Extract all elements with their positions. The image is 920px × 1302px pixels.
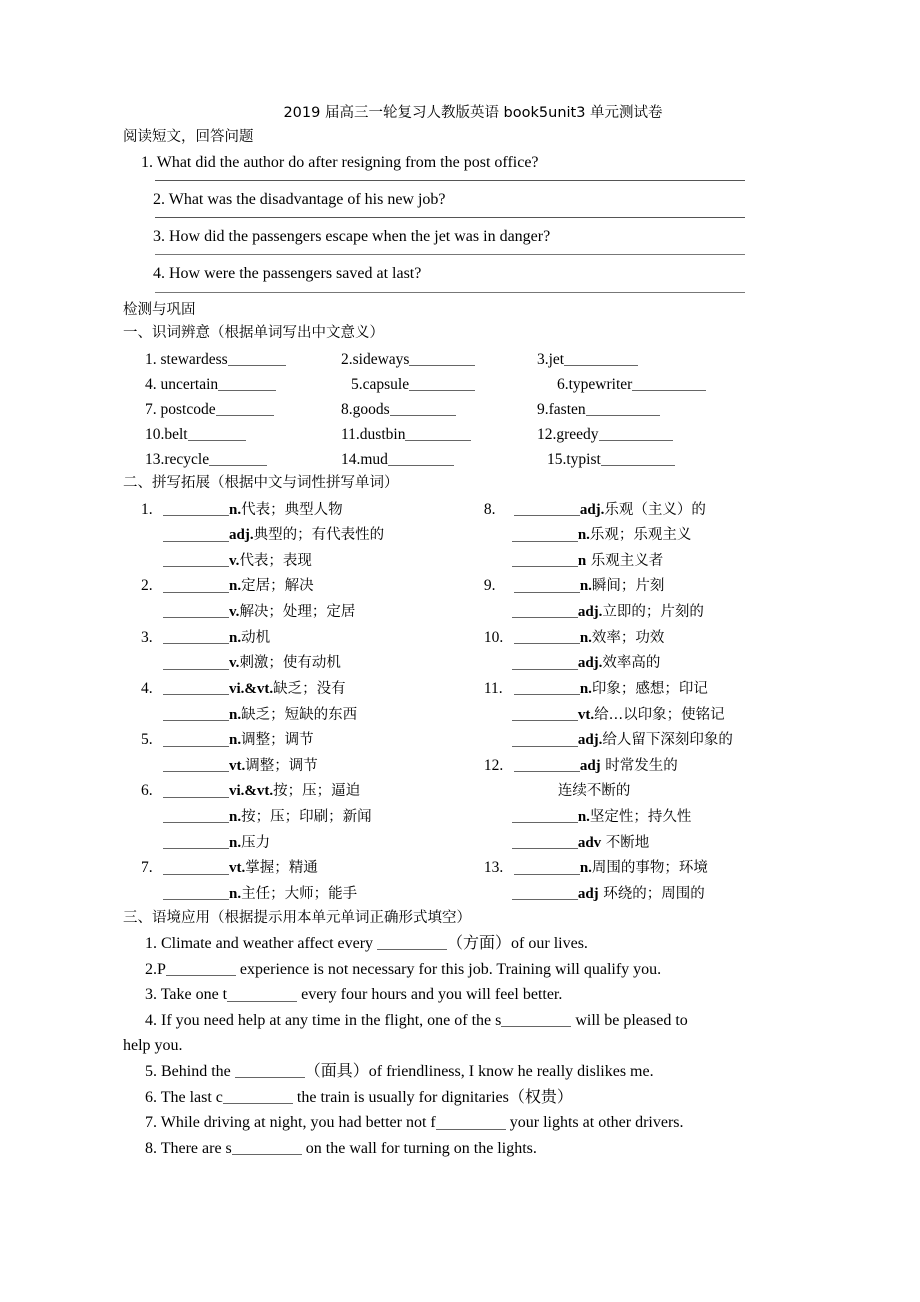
answer-blank[interactable] — [601, 451, 675, 467]
spelling-line — [484, 497, 803, 523]
part-of-speech: adv — [577, 834, 602, 851]
reading-question-1: 1. What did the author do after resigning from the post office? — [141, 153, 539, 171]
part-of-speech: vi.&vt. — [229, 783, 274, 800]
spelling-line — [484, 881, 803, 907]
chinese-meaning: 立即的；片刻的 — [602, 604, 704, 621]
answer-blank[interactable] — [163, 859, 229, 875]
part-of-speech: n. — [577, 809, 590, 826]
answer-blank[interactable] — [514, 756, 580, 772]
chinese-meaning: 瞬间；片刻 — [591, 578, 665, 595]
part-of-speech: n. — [229, 809, 242, 826]
spelling-line — [141, 804, 470, 830]
spelling-line — [484, 753, 803, 779]
part-of-speech: n. — [229, 501, 242, 518]
chinese-meaning: 效率；功效 — [591, 629, 665, 646]
spelling-line — [141, 855, 470, 881]
vocabulary-word: 14.mud — [341, 450, 388, 468]
answer-blank[interactable] — [564, 350, 638, 366]
spelling-line — [484, 522, 803, 548]
section-three-heading: 三、语境应用（根据提示用本单元单词正确形式填空） — [123, 909, 471, 926]
answer-blank[interactable] — [514, 859, 580, 875]
answer-blank[interactable] — [163, 705, 229, 721]
spelling-line — [141, 778, 470, 804]
answer-blank[interactable] — [599, 425, 673, 441]
vocabulary-item — [537, 347, 733, 372]
answer-blank[interactable] — [163, 628, 229, 644]
answer-blank[interactable] — [163, 808, 229, 824]
answer-blank[interactable] — [512, 885, 578, 901]
part-of-speech: n. — [229, 732, 242, 749]
part-of-speech: vt. — [577, 706, 595, 723]
spelling-line — [484, 625, 803, 651]
chinese-meaning: 主任；大师；能手 — [241, 885, 358, 902]
answer-blank[interactable] — [163, 885, 229, 901]
spelling-line — [141, 497, 470, 523]
answer-blank[interactable] — [512, 526, 578, 542]
document-body — [123, 103, 803, 1161]
vocabulary-word: 15.typist — [547, 450, 601, 468]
context-sentence — [145, 1110, 803, 1136]
vocabulary-row — [145, 397, 803, 422]
chinese-meaning: 压力 — [241, 834, 271, 851]
answer-rule — [155, 254, 745, 255]
chinese-meaning: 代表；表现 — [239, 552, 312, 569]
chinese-meaning: 环绕的；周围的 — [598, 885, 705, 902]
answer-blank[interactable] — [586, 400, 660, 416]
answer-blank[interactable] — [163, 603, 229, 619]
answer-blank[interactable] — [163, 833, 229, 849]
spelling-column-left — [141, 497, 470, 907]
vocabulary-grid — [123, 347, 803, 473]
part-of-speech: n. — [229, 629, 242, 646]
vocabulary-item — [537, 422, 733, 447]
spelling-column-right — [470, 497, 803, 907]
part-of-speech: n. — [579, 578, 592, 595]
practice-heading: 检测与巩固 — [123, 301, 196, 318]
answer-blank[interactable] — [632, 375, 706, 391]
answer-blank[interactable] — [512, 808, 578, 824]
spelling-line — [141, 676, 470, 702]
sentence-suffix: every four hours and you will feel better. — [297, 986, 563, 1004]
context-sentence — [145, 931, 803, 957]
spelling-line — [141, 599, 470, 625]
answer-blank[interactable] — [163, 782, 229, 798]
part-of-speech: v. — [229, 604, 240, 621]
answer-blank[interactable] — [388, 451, 454, 467]
spelling-line — [484, 804, 803, 830]
answer-blank[interactable] — [235, 1062, 305, 1078]
sentence-suffix: on the wall for turning on the lights. — [301, 1139, 537, 1157]
vocabulary-item — [537, 447, 743, 472]
spelling-item-number: 13. — [483, 859, 504, 877]
sentence-suffix: （面具）of friendliness, I know he really dislikes me. — [304, 1063, 654, 1081]
answer-blank[interactable] — [166, 960, 236, 976]
part-of-speech: adj. — [579, 501, 605, 518]
section-one-heading: 一、识词辨意（根据单词写出中文意义） — [123, 325, 384, 342]
chinese-meaning: 缺乏；短缺的东西 — [241, 706, 358, 723]
vocabulary-item — [145, 372, 341, 397]
part-of-speech: adj. — [577, 732, 603, 749]
answer-blank[interactable] — [163, 500, 229, 516]
vocabulary-row — [145, 422, 803, 447]
chinese-meaning: 时常发生的 — [600, 757, 678, 774]
answer-blank[interactable] — [409, 350, 475, 366]
spelling-line — [141, 702, 470, 728]
chinese-meaning: 缺乏；没有 — [273, 680, 346, 697]
answer-blank[interactable] — [218, 375, 276, 391]
chinese-meaning: 按；压；印刷；新闻 — [241, 809, 372, 826]
context-sentence — [145, 982, 803, 1008]
spelling-line — [484, 650, 803, 676]
vocabulary-word: 2.sideways — [341, 350, 410, 368]
vocabulary-row — [145, 447, 803, 472]
part-of-speech: v. — [229, 552, 240, 569]
spelling-item-number: 11. — [483, 679, 503, 697]
answer-blank[interactable] — [188, 425, 246, 441]
vocabulary-word: 8.goods — [341, 400, 390, 418]
answer-blank[interactable] — [232, 1139, 302, 1155]
answer-blank[interactable] — [512, 603, 578, 619]
vocabulary-word: 3.jet — [537, 350, 565, 368]
part-of-speech: n — [577, 552, 587, 569]
context-sentence — [145, 1008, 803, 1034]
spelling-item-number: 9. — [483, 577, 496, 595]
answer-blank[interactable] — [514, 628, 580, 644]
vocabulary-word: 12.greedy — [537, 425, 599, 443]
sentence-prefix: 6. The last c — [145, 1088, 223, 1106]
spelling-line — [484, 548, 803, 574]
answer-blank[interactable] — [228, 350, 286, 366]
answer-blank[interactable] — [405, 425, 471, 441]
chinese-meaning: 给…以印象；使铭记 — [594, 706, 725, 723]
chinese-meaning: 调整；调节 — [245, 757, 318, 774]
sentence-suffix: （方面）of our lives. — [447, 935, 588, 953]
chinese-meaning: 定居；解决 — [241, 578, 314, 595]
spelling-line — [484, 702, 803, 728]
spelling-line — [141, 753, 470, 779]
spelling-item-number: 1. — [141, 500, 153, 518]
context-sentence — [145, 1059, 803, 1085]
vocabulary-word: 7. postcode — [145, 400, 216, 418]
vocabulary-row — [145, 372, 803, 397]
part-of-speech: adj. — [229, 527, 254, 544]
part-of-speech: n. — [229, 706, 242, 723]
chinese-meaning: 刺激；使有动机 — [239, 655, 341, 672]
vocabulary-word: 9.fasten — [537, 400, 586, 418]
part-of-speech: n. — [579, 629, 592, 646]
answer-blank[interactable] — [512, 833, 578, 849]
answer-blank[interactable] — [501, 1011, 571, 1027]
answer-blank[interactable] — [163, 756, 229, 772]
spelling-line — [141, 625, 470, 651]
chinese-meaning: 解决；处理；定居 — [239, 604, 356, 621]
context-section — [123, 931, 803, 1161]
section-two-heading: 二、拼写拓展（根据中文与词性拼写单词） — [123, 475, 399, 492]
sentence-suffix: experience is not necessary for this job. Training will qualify you. — [235, 960, 662, 978]
chinese-meaning: 坚定性；持久性 — [589, 809, 692, 826]
vocabulary-word: 6.typewriter — [557, 375, 633, 393]
sentence-suffix: your lights at other drivers. — [505, 1114, 684, 1132]
chinese-meaning: 效率高的 — [602, 655, 661, 672]
answer-blank[interactable] — [436, 1113, 506, 1129]
sentence-continuation: help you. — [123, 1037, 183, 1055]
context-sentence — [145, 1085, 803, 1111]
part-of-speech: n. — [577, 527, 590, 544]
spelling-item-number: 2. — [141, 577, 153, 595]
spelling-line — [484, 599, 803, 625]
part-of-speech: n. — [579, 860, 592, 877]
spelling-line — [141, 548, 470, 574]
sentence-prefix: 4. If you need help at any time in the flight, one of the s — [145, 1011, 502, 1029]
vocabulary-item — [341, 347, 537, 372]
spelling-line — [141, 522, 470, 548]
chinese-meaning: 动机 — [241, 629, 271, 646]
answer-rule — [155, 217, 745, 218]
vocabulary-word: 5.capsule — [351, 375, 410, 393]
chinese-meaning: 乐观（主义）的 — [604, 501, 706, 518]
answer-blank[interactable] — [512, 705, 578, 721]
answer-blank[interactable] — [163, 526, 229, 542]
answer-blank[interactable] — [514, 680, 580, 696]
answer-blank[interactable] — [163, 551, 229, 567]
part-of-speech: vt. — [229, 860, 246, 877]
sentence-suffix: will be pleased to — [571, 1011, 688, 1029]
chinese-meaning: 周围的事物；环境 — [591, 860, 708, 877]
spelling-item-number: 6. — [141, 782, 153, 800]
answer-blank[interactable] — [512, 551, 578, 567]
part-of-speech: n. — [229, 885, 242, 902]
chinese-meaning: 按；压；逼迫 — [273, 783, 361, 800]
context-sentence — [145, 957, 803, 983]
reading-question-3: 3. How did the passengers escape when the jet was in danger? — [153, 228, 551, 246]
vocabulary-item — [145, 397, 341, 422]
spelling-item-number: 7. — [141, 859, 153, 877]
vocabulary-word: 4. uncertain — [145, 375, 219, 393]
spelling-item-number: 4. — [141, 679, 153, 697]
vocabulary-item — [145, 422, 341, 447]
answer-rule — [155, 292, 745, 293]
answer-blank[interactable] — [209, 451, 267, 467]
answer-blank[interactable] — [409, 375, 475, 391]
vocabulary-item — [145, 447, 341, 472]
spelling-section — [123, 497, 803, 907]
spelling-item-number: 8. — [483, 500, 496, 518]
spelling-line — [141, 573, 470, 599]
vocabulary-item — [341, 372, 547, 397]
vocabulary-word: 13.recycle — [145, 450, 210, 468]
spelling-line — [141, 650, 470, 676]
chinese-meaning: 调整；调节 — [241, 732, 314, 749]
part-of-speech: n. — [579, 680, 592, 697]
vocabulary-item — [341, 422, 537, 447]
part-of-speech: adj. — [577, 604, 603, 621]
answer-blank[interactable] — [227, 985, 297, 1001]
answer-rule — [155, 180, 745, 181]
spelling-line — [141, 830, 470, 856]
vocabulary-item — [537, 397, 733, 422]
spelling-item-number: 5. — [141, 731, 153, 749]
spelling-line — [484, 676, 803, 702]
spelling-line — [484, 830, 803, 856]
vocabulary-word: 1. stewardess — [145, 350, 228, 368]
chinese-meaning: 印象；感想；印记 — [591, 680, 708, 697]
chinese-meaning: 乐观主义者 — [586, 552, 664, 569]
answer-blank[interactable] — [163, 577, 229, 593]
answer-blank[interactable] — [377, 934, 447, 950]
answer-blank[interactable] — [514, 577, 580, 593]
spelling-line — [484, 855, 803, 881]
page-title: 2019 届高三一轮复习人教版英语 book5unit3 单元测试卷 — [283, 105, 663, 121]
sentence-prefix: 7. While driving at night, you had better not f — [145, 1114, 436, 1132]
answer-blank[interactable] — [163, 731, 229, 747]
answer-blank[interactable] — [223, 1088, 293, 1104]
spelling-item-number: 12. — [483, 756, 504, 774]
chinese-meaning: 代表；典型人物 — [241, 501, 343, 518]
context-sentence — [145, 1136, 803, 1162]
spelling-line — [484, 727, 803, 753]
part-of-speech: n. — [229, 578, 242, 595]
sentence-suffix: the train is usually for dignitaries（权贵） — [292, 1088, 573, 1106]
answer-blank[interactable] — [390, 400, 456, 416]
sentence-prefix: 1. Climate and weather affect every — [145, 935, 378, 953]
spelling-line — [141, 881, 470, 907]
spelling-line — [484, 573, 803, 599]
part-of-speech: adj — [577, 885, 599, 902]
spelling-item-number: 10. — [483, 628, 504, 646]
answer-blank[interactable] — [163, 680, 229, 696]
part-of-speech: n. — [229, 834, 242, 851]
sentence-prefix: 5. Behind the — [145, 1063, 235, 1081]
vocabulary-item — [145, 347, 341, 372]
sentence-prefix: 3. Take one t — [145, 986, 228, 1004]
part-of-speech: adj. — [577, 655, 603, 672]
spelling-item-number: 3. — [141, 628, 153, 646]
chinese-meaning: 给人留下深刻印象的 — [602, 732, 733, 749]
chinese-meaning: 掌握；精通 — [245, 860, 318, 877]
answer-blank[interactable] — [512, 731, 578, 747]
part-of-speech: vt. — [229, 757, 246, 774]
vocabulary-item — [547, 372, 753, 397]
spelling-line — [484, 778, 803, 804]
chinese-meaning: 典型的；有代表性的 — [253, 527, 385, 544]
answer-blank[interactable] — [163, 654, 229, 670]
vocabulary-item — [341, 397, 537, 422]
sentence-prefix: 2.P — [145, 960, 166, 978]
answer-blank[interactable] — [514, 500, 580, 516]
part-of-speech: adj — [579, 757, 601, 774]
sentence-prefix: 8. There are s — [145, 1139, 232, 1157]
part-of-speech: v. — [229, 655, 240, 672]
chinese-meaning: 不断地 — [601, 834, 650, 851]
reading-question-2: 2. What was the disadvantage of his new job? — [153, 190, 446, 208]
vocabulary-item — [341, 447, 537, 472]
vocabulary-word: 10.belt — [145, 425, 188, 443]
part-of-speech: vi.&vt. — [229, 680, 274, 697]
reading-question-4: 4. How were the passengers saved at last? — [153, 265, 422, 283]
answer-blank[interactable] — [512, 654, 578, 670]
spelling-line — [141, 727, 470, 753]
reading-section-heading: 阅读短文，回答问题 — [123, 129, 254, 146]
chinese-meaning: 连续不断的 — [557, 783, 631, 800]
vocabulary-word: 11.dustbin — [341, 425, 406, 443]
chinese-meaning: 乐观；乐观主义 — [589, 527, 692, 544]
answer-blank[interactable] — [216, 400, 274, 416]
vocabulary-row — [145, 347, 803, 372]
